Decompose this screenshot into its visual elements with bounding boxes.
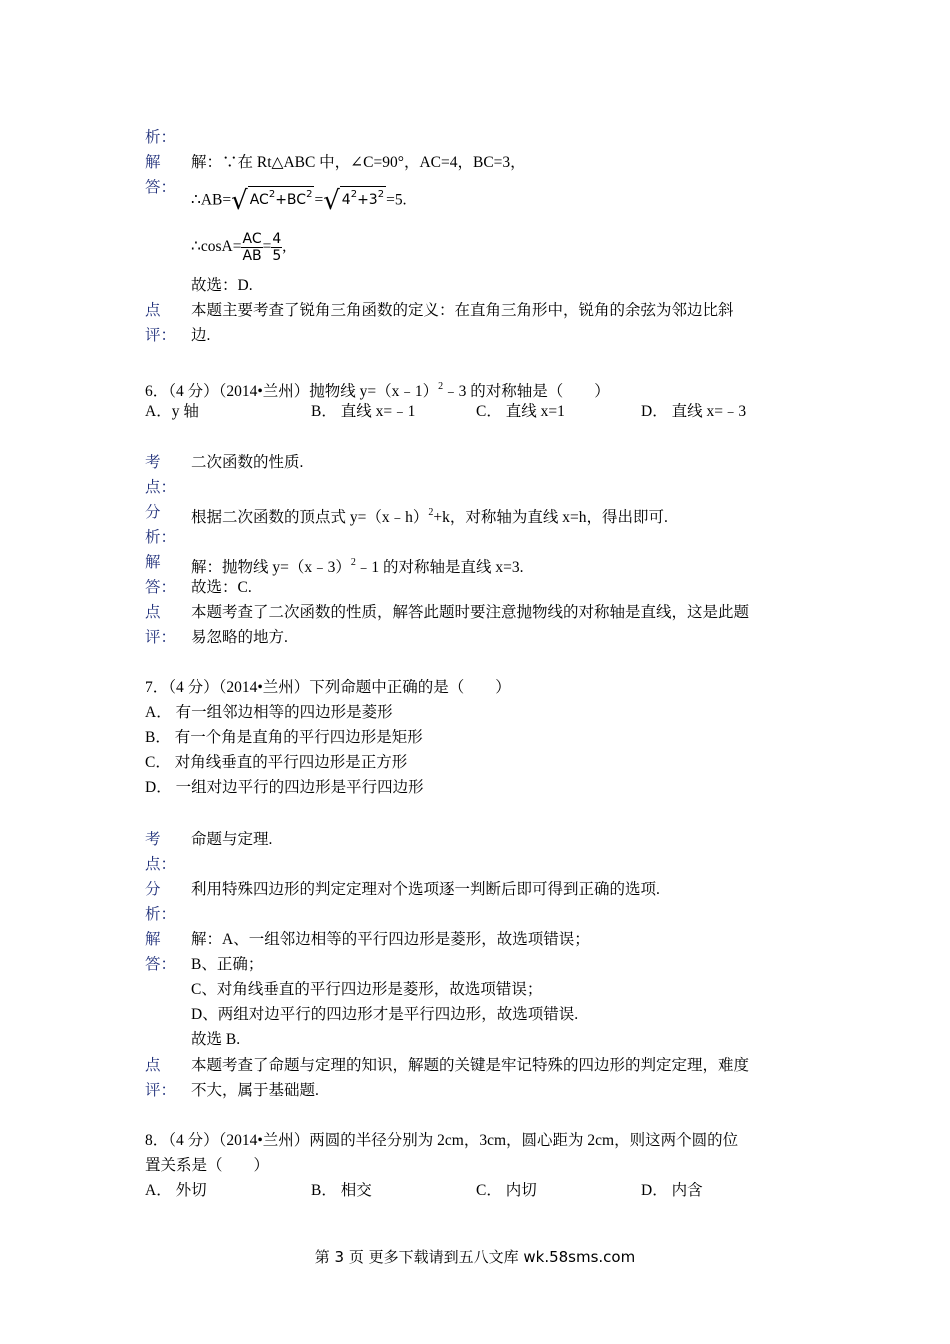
q7-kaodian: 命题与定理.: [191, 831, 273, 848]
eq: =: [314, 191, 324, 209]
q6-stem-a: 6．（4 分）（2014•兰州）抛物线 y=（x﹣1）: [145, 383, 439, 400]
q6-stem: [145, 377, 610, 402]
q6-fenxi: [191, 503, 668, 528]
q7-dianping-line: 本题考查了命题与定理的知识，解题的关键是牢记特殊的四边形的判定定理，难度: [191, 1057, 750, 1074]
q6-dianping-line: 本题考查了二次函数的性质，解答此题时要注意抛物线的对称轴是直线，这是此题: [191, 604, 750, 621]
choose-line: 故选：D.: [191, 277, 253, 294]
comment-line: 本题主要考查了锐角三角函数的定义：在直角三角形中，锐角的余弦为邻边比斜: [191, 302, 734, 319]
sqrt-1: √ $AC^2+BC^2$: [231, 186, 313, 216]
q6-jieda-label-2: 答：: [145, 579, 177, 596]
fraction-4-5: [271, 231, 282, 264]
rad1-a: AC: [249, 192, 269, 208]
page-footer: 第 3 页 更多下载请到五八文库 wk.58sms.com: [314, 1248, 636, 1266]
q8-stem-line: 8．（4 分）（2014•兰州）两圆的半径分别为 2cm，3cm，圆心距为 2cm，则这两个圆的位: [145, 1132, 739, 1149]
sup: 2: [306, 189, 313, 200]
q8-option-b: B． 相交: [311, 1182, 372, 1199]
q7-jieda-line: C、对角线垂直的平行四边形是菱形，故选项错误；: [191, 981, 543, 998]
sqrt-2: √ $4^2+3^2$: [323, 186, 385, 216]
sup: 2: [350, 557, 356, 568]
rad1-b: +BC: [275, 192, 307, 208]
answer-label-2: 答：: [145, 179, 177, 196]
q6-option-d: D． 直线 x=﹣3: [641, 403, 747, 420]
q7-jieda-line: D、两组对边平行的四边形才是平行四边形，故选项错误.: [191, 1006, 579, 1023]
cos-formula: [191, 231, 286, 264]
q6-dianping-label-1: 点: [145, 604, 161, 621]
q7-kaodian-label-1: 考: [145, 831, 161, 848]
cos-prefix: ∴cosA=: [191, 238, 242, 256]
comma: ,: [282, 238, 287, 256]
q6-fenxi-label-1: 分: [145, 504, 161, 521]
rad2-a: 4: [341, 192, 351, 208]
denominator: 5: [272, 248, 282, 264]
q7-dianping-label-1: 点: [145, 1057, 161, 1074]
q7-option-b: B． 有一个角是直角的平行四边形是矩形: [145, 729, 423, 746]
ab-prefix: ∴AB=: [191, 191, 232, 209]
q6-option-b: B． 直线 x=﹣1: [311, 403, 416, 420]
q7-fenxi-label-1: 分: [145, 881, 161, 898]
q7-option-c: C． 对角线垂直的平行四边形是正方形: [145, 754, 408, 771]
sup: 2: [350, 189, 358, 200]
sup: 2: [268, 189, 276, 200]
q6-fenxi-a: 根据二次函数的顶点式 y=（x﹣h）: [191, 509, 429, 526]
q7-jieda-label-1: 解: [145, 931, 161, 948]
denominator: AB: [242, 248, 262, 264]
q8-option-c: C． 内切: [476, 1182, 537, 1199]
comment-line: 边.: [191, 327, 211, 344]
q6-kaodian-label-1: 考: [145, 454, 161, 471]
q7-fenxi-label-2: 析：: [145, 906, 177, 923]
q7-dianping-line: 不大，属于基础题.: [191, 1082, 319, 1099]
numerator: 4: [272, 231, 282, 247]
q7-kaodian-label-2: 点：: [145, 856, 177, 873]
q8-option-d: D． 内含: [641, 1182, 703, 1199]
q6-option-a: A．y 轴: [145, 403, 199, 420]
answer-label-1: 解: [145, 154, 161, 171]
q6-dianping-label-2: 评：: [145, 629, 177, 646]
ab-result: =5.: [386, 191, 407, 209]
q6-jieda-label-1: 解: [145, 554, 161, 571]
q7-fenxi: 利用特殊四边形的判定定理对个选项逐一判断后即可得到正确的选项.: [191, 881, 660, 898]
q7-jieda-line: B、正确；: [191, 956, 264, 973]
q7-jieda-line: 故选 B.: [191, 1031, 241, 1048]
q7-stem: 7．（4 分）（2014•兰州）下列命题中正确的是（ ）: [145, 679, 511, 696]
q7-dianping-label-2: 评：: [145, 1082, 177, 1099]
q6-jieda-choose: 故选：C.: [191, 579, 252, 596]
q6-dianping-line: 易忽略的地方.: [191, 629, 288, 646]
q6-kaodian: 二次函数的性质.: [191, 454, 304, 471]
q6-stem-b: ﹣3 的对称轴是（ ）: [443, 383, 610, 400]
q7-jieda-line: 解：A、一组邻边相等的平行四边形是菱形，故选项错误；: [191, 931, 590, 948]
q8-option-a: A． 外切: [145, 1182, 207, 1199]
comment-label-1: 点: [145, 302, 161, 319]
comment-label-2: 评：: [145, 327, 177, 344]
q6-jieda-b: ﹣1 的对称轴是直线 x=3.: [355, 559, 524, 576]
sup: 2: [377, 189, 385, 200]
answer-line: 解：∵在 Rt△ABC 中，∠C=90°，AC=4，BC=3，: [191, 154, 526, 171]
q6-jieda: [191, 553, 524, 578]
analysis-label-end: 析：: [145, 129, 177, 146]
q6-kaodian-label-2: 点：: [145, 479, 177, 496]
rad2-b: +3: [357, 192, 378, 208]
numerator: AC: [242, 231, 262, 247]
fraction-ac-ab: [241, 231, 262, 264]
q6-fenxi-b: +k，对称轴为直线 x=h，得出即可.: [433, 509, 668, 526]
sup: 2: [438, 381, 444, 392]
sup: 2: [428, 507, 434, 518]
q8-stem-line: 置关系是（ ）: [145, 1157, 270, 1174]
eq: =: [262, 238, 272, 256]
q6-option-c: C． 直线 x=1: [476, 403, 565, 420]
ab-formula: [191, 186, 406, 216]
q7-option-d: D． 一组对边平行的四边形是平行四边形: [145, 779, 424, 796]
q6-fenxi-label-2: 析：: [145, 529, 177, 546]
q7-option-a: A． 有一组邻边相等的四边形是菱形: [145, 704, 393, 721]
q6-jieda-a: 解：抛物线 y=（x﹣3）: [191, 559, 351, 576]
q7-jieda-label-2: 答：: [145, 956, 177, 973]
